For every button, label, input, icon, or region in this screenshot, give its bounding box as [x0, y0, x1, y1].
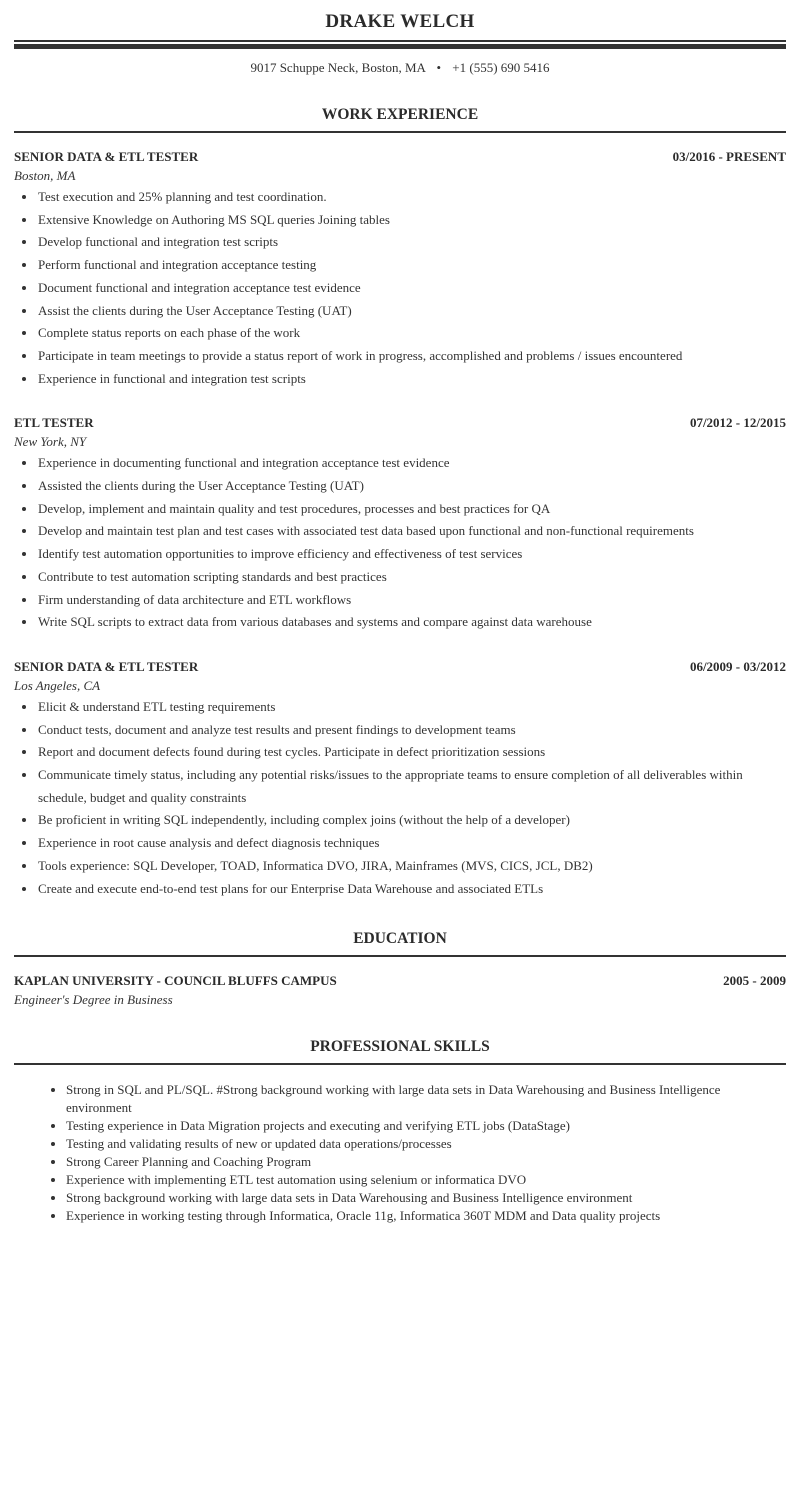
job-bullets	[14, 186, 786, 390]
skill-item: • Testing and validating results of new or updated data operations/processes	[66, 1135, 746, 1153]
list-item: • Contribute to test automation scripting standards and best practices	[37, 566, 786, 589]
skill-item: • Experience with implementing ETL test automation using selenium or informatica DVO	[66, 1171, 746, 1189]
job-entry	[14, 149, 786, 390]
list-item: • Elicit & understand ETL testing requirements	[37, 696, 786, 719]
job-dates: 06/2009 - 03/2012	[689, 658, 786, 674]
job-bullets	[14, 696, 786, 900]
list-item: • Be proficient in writing SQL independently, including complex joins (without the help of a developer)	[37, 809, 786, 832]
education-entry	[14, 973, 786, 989]
job-location: New York, NY	[14, 434, 87, 450]
contact-line	[14, 60, 786, 76]
list-item: • Experience in root cause analysis and defect diagnosis techniques	[37, 832, 786, 855]
separator: •	[436, 60, 442, 75]
skills-list	[14, 1081, 786, 1225]
list-item: • Write SQL scripts to extract data from various databases and systems and compare against data warehouse	[37, 611, 786, 634]
school-name: KAPLAN UNIVERSITY - COUNCIL BLUFFS CAMPUS	[14, 973, 337, 989]
education-dates: 2005 - 2009	[723, 973, 786, 989]
list-item: • Conduct tests, document and analyze test results and present findings to development teams	[37, 719, 786, 742]
list-item: • Develop, implement and maintain quality and test procedures, processes and best practices for QA	[37, 498, 786, 521]
list-item: • Experience in functional and integration test scripts	[37, 368, 786, 391]
candidate-name: DRAKE WELCH	[325, 11, 475, 32]
list-item: • Extensive Knowledge on Authoring MS SQL queries Joining tables	[37, 209, 786, 232]
job-title: SENIOR DATA & ETL TESTER	[14, 149, 199, 164]
list-item: • Perform functional and integration acceptance testing	[37, 254, 786, 277]
header-divider	[14, 40, 786, 49]
list-item: • Develop functional and integration test scripts	[37, 231, 786, 254]
section-divider	[14, 131, 786, 133]
job-title: SENIOR DATA & ETL TESTER	[14, 658, 199, 674]
degree: Engineer's Degree in Business	[14, 992, 173, 1008]
list-item: • Firm understanding of data architecture and ETL workflows	[37, 589, 786, 612]
job-header	[14, 659, 786, 675]
address: 9017 Schuppe Neck, Boston, MA	[250, 60, 426, 75]
job-location: Los Angeles, CA	[14, 677, 101, 693]
list-item: • Develop and maintain test plan and test cases with associated test data based upon functional and non-functional requirements	[37, 520, 786, 543]
section-title-skills: PROFESSIONAL SKILLS	[310, 1038, 490, 1056]
list-item: • Test execution and 25% planning and test coordination.	[37, 186, 786, 209]
job-dates: 07/2012 - 12/2015	[689, 415, 786, 431]
section-divider	[14, 955, 786, 957]
skill-item: • Strong Career Planning and Coaching Program	[66, 1153, 746, 1171]
list-item: • Complete status reports on each phase of the work	[37, 322, 786, 345]
list-item: • Experience in documenting functional and integration acceptance test evidence	[37, 452, 786, 475]
list-item: • Identify test automation opportunities to improve efficiency and effectiveness of test services	[37, 543, 786, 566]
skill-item: • Strong background working with large data sets in Data Warehousing and Business Intelligence environment	[66, 1189, 746, 1207]
list-item: • Report and document defects found during test cycles. Participate in defect prioritization sessions	[37, 741, 786, 764]
list-item: • Assisted the clients during the User Acceptance Testing (UAT)	[37, 475, 786, 498]
job-bullets	[14, 452, 786, 634]
skill-item: • Experience in working testing through Informatica, Oracle 11g, Informatica 360T MDM and Data quality projects	[66, 1207, 746, 1225]
skill-item: • Testing experience in Data Migration projects and executing and verifying ETL jobs (DataStage)	[66, 1117, 746, 1135]
job-title: ETL TESTER	[14, 415, 94, 431]
list-item: • Create and execute end-to-end test plans for our Enterprise Data Warehouse and associated ETLs	[37, 878, 786, 901]
job-location: Boston, MA	[14, 168, 76, 183]
job-entry	[14, 415, 786, 634]
phone: +1 (555) 690 5416	[452, 60, 550, 75]
section-title-education: EDUCATION	[353, 930, 447, 948]
job-header	[14, 415, 786, 431]
work-experience-list	[14, 149, 786, 900]
job-entry	[14, 659, 786, 900]
job-header	[14, 149, 786, 165]
list-item: • Communicate timely status, including any potential risks/issues to the appropriate teams to ensure completion of all deliverables within schedule, budget and quality constraints	[37, 764, 786, 809]
job-dates: 03/2016 - PRESENT	[672, 149, 786, 164]
list-item: • Tools experience: SQL Developer, TOAD, Informatica DVO, JIRA, Mainframes (MVS, CICS, JCL, DB2)	[37, 855, 786, 878]
list-item: • Participate in team meetings to provide a status report of work in progress, accomplished and problems / issues encountered	[37, 345, 786, 368]
section-divider	[14, 1063, 786, 1065]
list-item: • Document functional and integration acceptance test evidence	[37, 277, 786, 300]
section-title-work: WORK EXPERIENCE	[321, 106, 479, 123]
skill-item: • Strong in SQL and PL/SQL. #Strong background working with large data sets in Data Warehousing and Business Intelligence environment	[66, 1081, 746, 1117]
list-item: • Assist the clients during the User Acceptance Testing (UAT)	[37, 300, 786, 323]
